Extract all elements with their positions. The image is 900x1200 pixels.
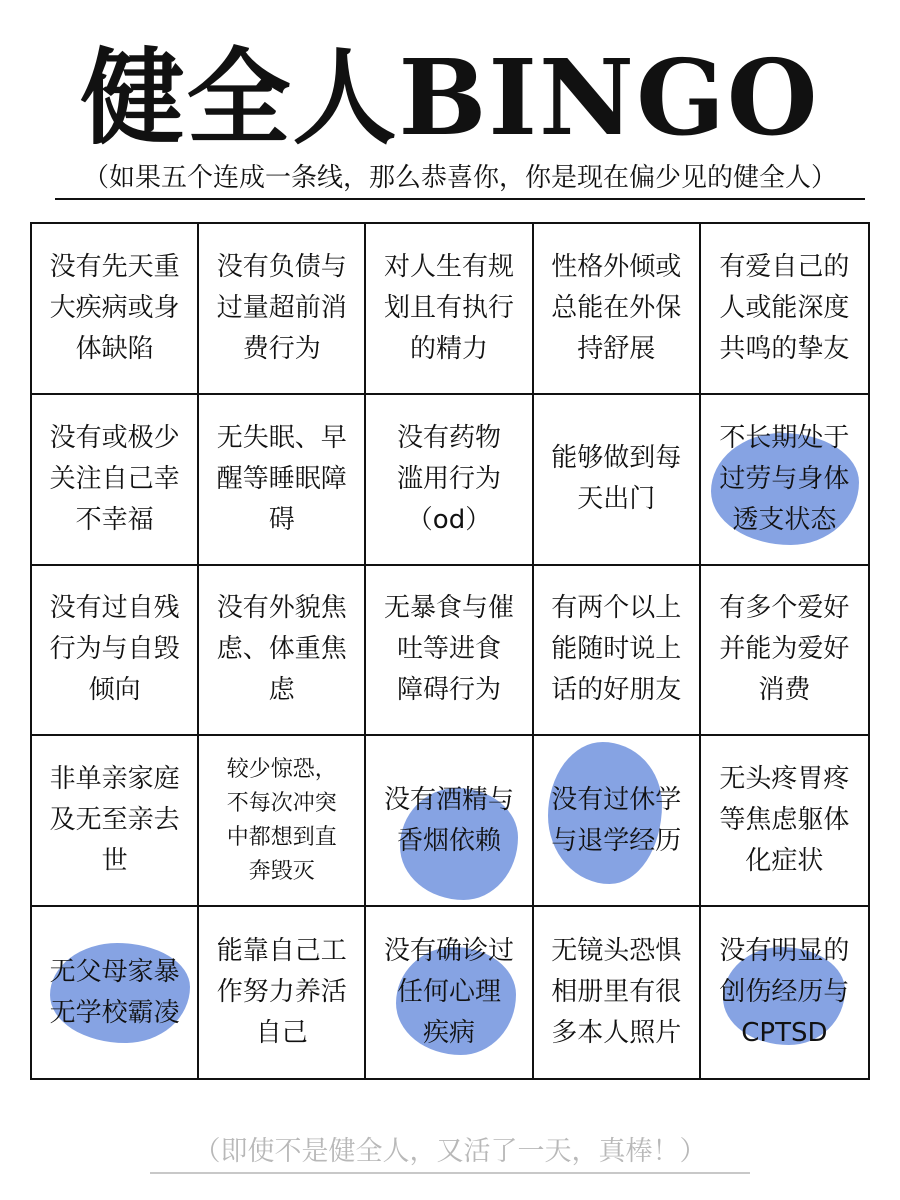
bingo-cell[interactable] — [534, 907, 701, 1078]
bingo-cell[interactable] — [366, 566, 533, 737]
cell-text: 没有过休学 与退学经历 — [551, 784, 682, 856]
cell-text: 没有确诊过 任何心理 疾病 — [383, 936, 514, 1049]
cell-text: 没有先天重 大疾病或身 体缺陷 — [49, 251, 180, 364]
cell-text: 没有药物 滥用行为 （od） — [396, 422, 501, 535]
cell-text: 没有或极少 关注自己幸 不幸福 — [49, 422, 180, 535]
cell-text: 无暴食与催 吐等进食 障碍行为 — [383, 593, 514, 706]
bingo-cell[interactable] — [701, 224, 868, 395]
bingo-cell[interactable] — [534, 566, 701, 737]
cell-text: 非单亲家庭 及无至亲去 世 — [49, 764, 180, 877]
cell-text: 无失眠、早 醒等睡眠障 碍 — [216, 422, 347, 535]
bingo-cell[interactable] — [199, 736, 366, 907]
cell-text: 没有明显的 创伤经历与 CPTSD — [719, 936, 850, 1049]
bingo-grid — [30, 222, 870, 1080]
cell-text: 没有负债与 过量超前消 费行为 — [216, 251, 347, 364]
bingo-cell[interactable] — [199, 566, 366, 737]
cell-text: 无镜头恐惧 相册里有很 多本人照片 — [551, 936, 682, 1049]
cell-text: 没有过自残 行为与自毁 倾向 — [49, 593, 180, 706]
bingo-cell[interactable] — [32, 566, 199, 737]
bingo-cell[interactable] — [534, 395, 701, 566]
page-title: 健全人BINGO — [80, 36, 820, 159]
cell-text: 对人生有规 划且有执行 的精力 — [383, 251, 514, 364]
bingo-cell[interactable] — [366, 224, 533, 395]
bingo-cell[interactable] — [32, 224, 199, 395]
bingo-cell[interactable] — [199, 224, 366, 395]
cell-text: 有两个以上 能随时说上 话的好朋友 — [551, 593, 682, 706]
cell-text: 没有外貌焦 虑、体重焦 虑 — [216, 593, 347, 706]
bingo-cell[interactable] — [199, 395, 366, 566]
bingo-cell[interactable] — [32, 907, 199, 1078]
footer-note: （即使不是健全人，又活了一天，真棒！） — [150, 1132, 750, 1174]
cell-text: 有爱自己的 人或能深度 共鸣的挚友 — [719, 251, 850, 364]
subtitle: （如果五个连成一条线，那么恭喜你，你是现在偏少见的健全人） — [55, 160, 865, 200]
cell-text: 不长期处于 过劳与身体 透支状态 — [719, 422, 850, 535]
cell-text: 能靠自己工 作努力养活 自己 — [216, 936, 347, 1049]
cell-text: 能够做到每 天出门 — [551, 443, 682, 515]
bingo-cell[interactable] — [701, 736, 868, 907]
bingo-cell[interactable] — [199, 907, 366, 1078]
bingo-cell[interactable] — [32, 736, 199, 907]
bingo-cell[interactable] — [701, 395, 868, 566]
cell-text: 没有酒精与 香烟依赖 — [383, 784, 514, 856]
bingo-cell[interactable] — [32, 395, 199, 566]
bingo-cell[interactable] — [534, 736, 701, 907]
bingo-cell[interactable] — [534, 224, 701, 395]
bingo-cell[interactable] — [366, 395, 533, 566]
cell-text: 无头疼胃疼 等焦虑躯体 化症状 — [719, 764, 850, 877]
bingo-cell[interactable] — [366, 736, 533, 907]
cell-text: 无父母家暴 无学校霸凌 — [49, 956, 180, 1028]
cell-text: 较少惊恐， 不每次冲突 中都想到直 奔毁灭 — [226, 756, 337, 884]
cell-text: 性格外倾或 总能在外保 持舒展 — [551, 251, 682, 364]
bingo-cell[interactable] — [366, 907, 533, 1078]
cell-text: 有多个爱好 并能为爱好 消费 — [719, 593, 850, 706]
bingo-cell[interactable] — [701, 907, 868, 1078]
bingo-cell[interactable] — [701, 566, 868, 737]
